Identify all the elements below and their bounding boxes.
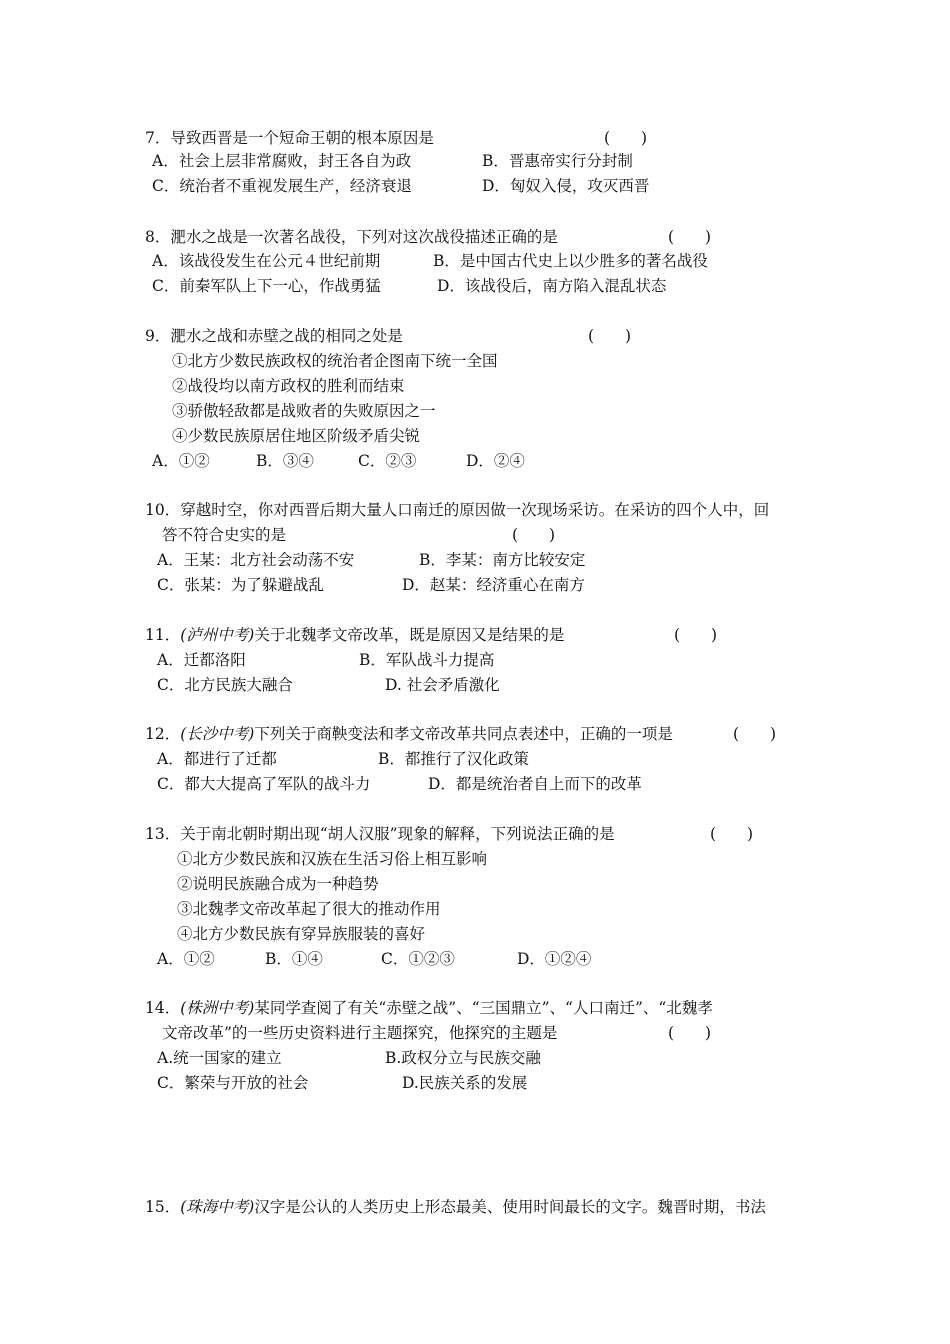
question-8-option-c: C．前秦军队上下一心，作战勇猛	[152, 277, 381, 295]
question-10-option-d: D．赵某：经济重心在南方	[402, 576, 585, 594]
question-11-option-a: A．迁都洛阳	[157, 651, 246, 669]
question-11-stem-line	[145, 624, 564, 646]
question-14-number: 14．	[145, 999, 181, 1017]
question-14-stem: 某同学查阅了有关“赤壁之战”、“三国鼎立”、“人口南迁”、“北魏孝	[254, 999, 713, 1017]
question-12-option-a: A．都进行了迁都	[157, 750, 277, 768]
question-12-option-d: D．都是统治者自上而下的改革	[428, 775, 642, 793]
question-7-answer-paren: ( )	[604, 129, 648, 147]
question-8-stem: 8．淝水之战是一次著名战役，下列对这次战役描述正确的是	[145, 228, 558, 246]
question-11-number: 11．	[145, 626, 181, 644]
question-13-statement-3: ③北魏孝文帝改革起了很大的推动作用	[177, 900, 441, 918]
question-14-option-b: B.政权分立与民族交融	[385, 1049, 541, 1067]
question-14-stem-line-2: 文帝改革”的一些历史资料进行主题探究，他探究的主题是	[162, 1024, 558, 1042]
question-9-option-d: D．②④	[466, 452, 525, 470]
question-7-option-d: D．匈奴入侵，攻灭西晋	[482, 177, 650, 195]
question-14-source: (株洲中考)	[180, 999, 255, 1017]
question-11-option-c: C．北方民族大融合	[157, 676, 293, 694]
question-11-option-d: D. 社会矛盾激化	[385, 676, 500, 694]
question-12-stem: 下列关于商鞅变法和孝文帝改革共同点表述中，正确的一项是	[254, 725, 673, 743]
question-14-option-d: D.民族关系的发展	[402, 1074, 528, 1092]
question-7-option-b: B．晋惠帝实行分封制	[482, 152, 633, 170]
question-13-stem: 13．关于南北朝时期出现“胡人汉服”现象的解释，下列说法正确的是	[145, 825, 615, 843]
question-13-option-b: B．①④	[265, 950, 323, 968]
question-14-stem-line	[145, 997, 713, 1019]
question-13-statement-2: ②说明民族融合成为一种趋势	[177, 875, 379, 893]
question-11-source: (泸州中考)	[180, 626, 255, 644]
question-9-statement-2: ②战役均以南方政权的胜利而结束	[172, 377, 405, 395]
question-8-option-b: B．是中国古代史上以少胜多的著名战役	[433, 252, 708, 270]
question-12-answer-paren: ( )	[733, 725, 777, 743]
question-9-statement-4: ④少数民族原居住地区阶级矛盾尖锐	[172, 427, 421, 445]
question-13-option-d: D．①②④	[517, 950, 592, 968]
question-9-statement-3: ③骄傲轻敌都是战败者的失败原因之一	[172, 402, 436, 420]
question-12-option-c: C．都大大提高了军队的战斗力	[157, 775, 371, 793]
question-11-option-b: B．军队战斗力提高	[359, 651, 495, 669]
question-8-answer-paren: ( )	[668, 228, 712, 246]
question-8-option-a: A．该战役发生在公元４世纪前期	[152, 252, 381, 270]
question-13-statement-1: ①北方少数民族和汉族在生活习俗上相互影响	[177, 850, 488, 868]
question-12-stem-line	[145, 723, 673, 745]
question-9-statement-1: ①北方少数民族政权的统治者企图南下统一全国	[172, 352, 498, 370]
question-8-option-d: D．该战役后，南方陷入混乱状态	[437, 277, 667, 295]
question-9-option-b: B．③④	[256, 452, 314, 470]
question-10-answer-paren: ( )	[512, 526, 556, 544]
question-15-stem: 汉字是公认的人类历史上形态最美、使用时间最长的文字。魏晋时期，书法	[254, 1198, 766, 1216]
question-14-answer-paren: ( )	[668, 1024, 712, 1042]
question-12-number: 12．	[145, 725, 181, 743]
question-13-answer-paren: ( )	[710, 825, 754, 843]
question-11-answer-paren: ( )	[674, 626, 718, 644]
question-10-stem-line-2: 答不符合史实的是	[162, 526, 287, 544]
question-15-number: 15．	[145, 1198, 181, 1216]
question-10-option-a: A．王某：北方社会动荡不安	[157, 551, 355, 569]
question-9-stem: 9．淝水之战和赤壁之战的相同之处是	[145, 327, 403, 345]
question-12-source: (长沙中考)	[180, 725, 255, 743]
question-10-stem: 10．穿越时空，你对西晋后期大量人口南迁的原因做一次现场采访。在采访的四个人中，回	[145, 501, 770, 519]
question-9-option-a: A．①②	[152, 452, 210, 470]
question-12-option-b: B．都推行了汉化政策	[378, 750, 529, 768]
question-9-option-c: C．②③	[358, 452, 417, 470]
question-11-stem: 关于北魏孝文帝改革，既是原因又是结果的是	[254, 626, 565, 644]
question-10-option-b: B．李某：南方比较安定	[419, 551, 586, 569]
question-14-option-a: A.统一国家的建立	[157, 1049, 282, 1067]
question-14-option-c: C．繁荣与开放的社会	[157, 1074, 309, 1092]
question-7-option-a: A．社会上层非常腐败，封王各自为政	[152, 152, 412, 170]
question-13-option-c: C．①②③	[381, 950, 455, 968]
question-7-option-c: C．统治者不重视发展生产，经济衰退	[152, 177, 412, 195]
question-9-answer-paren: ( )	[588, 327, 632, 345]
question-13-option-a: A．①②	[157, 950, 215, 968]
question-13-statement-4: ④北方少数民族有穿异族服装的喜好	[177, 925, 426, 943]
question-10-option-c: C．张某：为了躲避战乱	[157, 576, 324, 594]
question-15-source: (珠海中考)	[180, 1198, 255, 1216]
question-15-stem-line	[145, 1196, 766, 1218]
question-7-stem: 7．导致西晋是一个短命王朝的根本原因是	[145, 129, 434, 147]
